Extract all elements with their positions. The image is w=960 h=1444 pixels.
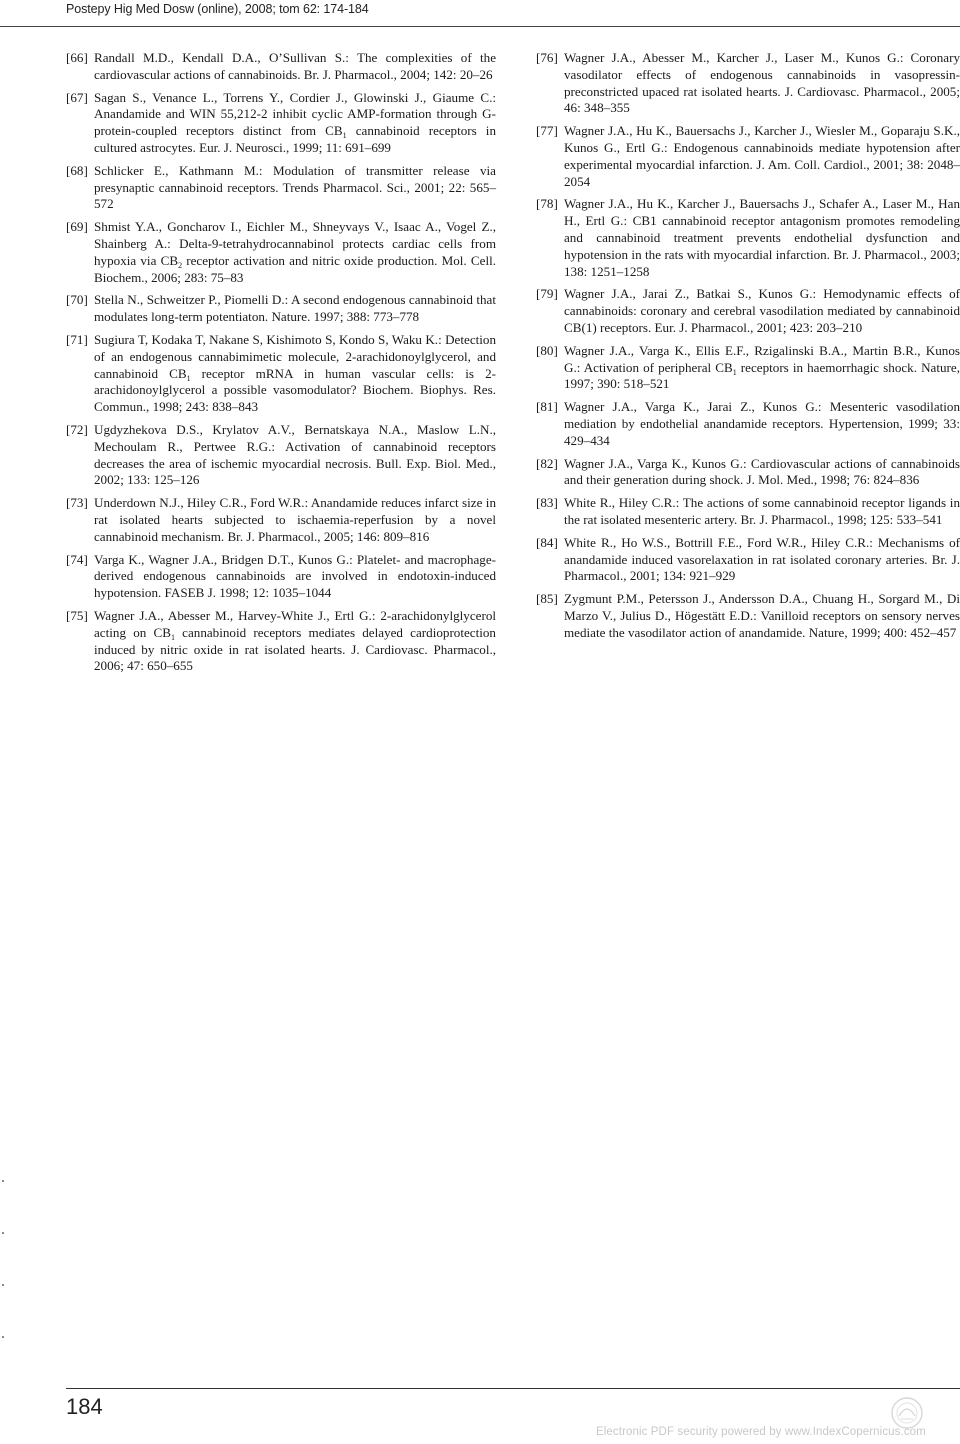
reference-number: [79] bbox=[536, 286, 558, 302]
reference-text bbox=[564, 591, 960, 641]
reference-number: [76] bbox=[536, 50, 558, 65]
reference-text-part: receptors in haemorrhagic shock. Nature, 1997; 390: 518–521 bbox=[564, 359, 960, 392]
reference-85 bbox=[536, 591, 960, 641]
reference-column-right bbox=[536, 50, 960, 648]
reference-73 bbox=[66, 495, 496, 545]
reference-text-part: Stella N., Schweitzer P., Piomelli D.: A second endogenous cannabinoid that modulates long-term potentiaton. Nature. 1997; 388: 773–778 bbox=[94, 292, 496, 325]
reference-text-part: Underdown N.J., Hiley C.R., Ford W.R.: Anandamide reduces infarct size in rat isolated hearts subjected to ischaemia-reperfusion by a novel cannabinoid mechanism. Br. J. Pharmacol., 2005; 146: 809–816 bbox=[94, 495, 496, 544]
reference-text-part: Wagner J.A., Varga K., Ellis E.F., Rzigalinski B.A., Martin B.R., Kunos G.: Activation of peripheral CB bbox=[564, 342, 960, 375]
reference-text-part: cannabinoid receptors in cultured astrocytes. Eur. J. Neurosci., 1999; 11: 691–699 bbox=[94, 123, 496, 155]
reference-number: [66] bbox=[66, 50, 88, 65]
reference-number: [72] bbox=[66, 421, 88, 437]
reference-number: [84] bbox=[536, 534, 558, 550]
reference-number: [80] bbox=[536, 342, 558, 358]
reference-82 bbox=[536, 456, 960, 490]
reference-text-part: Wagner J.A., Jarai Z., Batkai S., Kunos G.: Hemodynamic effects of cannabinoids: coronary and cerebral vasodilation mediated by cannabinoid CB(1) receptors. Eur. J. Pharmacol., 2001; 423: 203–210 bbox=[564, 286, 960, 335]
reference-text-part: Wagner J.A., Varga K., Jarai Z., Kunos G.: Mesenteric vasodilation mediation by endothelial anandamide receptors. Hypertension, 1999; 33: 429–434 bbox=[564, 399, 960, 448]
reference-text-part: Varga K., Wagner J.A., Bridgen D.T., Kunos G.: Platelet- and macrophage-derived endogenous cannabinoids are involved in endotoxin-induced hypotension. FASEB J. 1998; 12: 1035–1044 bbox=[94, 551, 496, 601]
reference-text bbox=[564, 50, 960, 117]
reference-text bbox=[94, 90, 496, 157]
reference-number: [78] bbox=[536, 196, 558, 212]
reference-number: [73] bbox=[66, 495, 88, 511]
reference-72 bbox=[66, 422, 496, 489]
reference-74 bbox=[66, 552, 496, 602]
margin-mark bbox=[2, 1180, 4, 1182]
reference-text bbox=[94, 292, 496, 326]
reference-column-left bbox=[66, 50, 496, 681]
margin-mark bbox=[2, 1336, 4, 1338]
reference-text-part: White R., Ho W.S., Bottrill F.E., Ford W.R., Hiley C.R.: Mechanisms of anandamide induced vasorelaxation in rat isolated coronary arteries. Br. J. Pharmacol., 2001; 134: 921–929 bbox=[564, 534, 960, 584]
reference-text bbox=[564, 123, 960, 190]
footer-rule bbox=[66, 1388, 960, 1389]
margin-mark bbox=[2, 1232, 4, 1234]
reference-text bbox=[94, 50, 496, 84]
reference-70 bbox=[66, 292, 496, 326]
reference-text-part: Sagan S., Venance L., Torrens Y., Cordier J., Glowinski J., Giaume C.: Anandamide and WIN 55,212-2 inhibit cyclic AMP-formation through G-protein-coupled receptors distinct from CB bbox=[94, 89, 496, 139]
margin-mark bbox=[2, 1284, 4, 1286]
reference-text bbox=[94, 608, 496, 675]
reference-text-part: Wagner J.A., Varga K., Kunos G.: Cardiovascular actions of cannabinoids and their generation during shock. J. Mol. Med., 1998; 76: 824–836 bbox=[564, 455, 960, 488]
reference-text bbox=[94, 332, 496, 416]
reference-text-part: receptor mRNA in human vascular cells: is 2-arachidonoylglycerol a possible vasomodulator? Biochem. Biophys. Res. Commun., 1998; 243: 838–843 bbox=[94, 365, 497, 415]
subscript: 1 bbox=[170, 632, 175, 642]
reference-text-part: Wagner J.A., Abesser M., Karcher J., Laser M., Kunos G.: Coronary vasodilator effects of endogenous cannabinoids in vasopressin-preconstricted upaced rat isolated hearts. J. Cardiovasc. Pharmacol., 2005; 46: 348–355 bbox=[564, 50, 960, 116]
reference-text-part: Schlicker E., Kathmann M.: Modulation of transmitter release via presynaptic cannabinoid receptors. Trends Pharmacol. Sci., 2001; 22: 565–572 bbox=[94, 162, 496, 212]
header-rule bbox=[0, 26, 960, 27]
reference-78 bbox=[536, 196, 960, 280]
reference-text-part: receptor activation and nitric oxide production. Mol. Cell. Biochem., 2006; 283: 75–83 bbox=[94, 252, 497, 285]
indexcopernicus-seal-icon bbox=[890, 1396, 924, 1430]
reference-text-part: cannabinoid receptors mediates delayed cardioprotection induced by nitric oxide in rat isolated hearts. J. Cardiovasc. Pharmacol., 2006; 47: 650–655 bbox=[94, 624, 496, 674]
reference-81 bbox=[536, 399, 960, 449]
reference-text-part: Shmist Y.A., Goncharov I., Eichler M., Shneyvays V., Isaac A., Vogel Z., Shainberg A.: Delta-9-tetrahydrocannabinol protects cardiac cells from hypoxia via CB bbox=[94, 219, 496, 268]
reference-79 bbox=[536, 286, 960, 336]
reference-number: [67] bbox=[66, 89, 88, 105]
reference-number: [81] bbox=[536, 399, 558, 415]
reference-text bbox=[94, 163, 496, 213]
reference-text bbox=[564, 456, 960, 490]
reference-text bbox=[94, 219, 496, 286]
running-header: Postepy Hig Med Dosw (online), 2008; tom 62: 174-184 bbox=[66, 2, 369, 16]
reference-text bbox=[564, 399, 960, 449]
reference-text bbox=[94, 495, 496, 545]
reference-number: [83] bbox=[536, 495, 558, 511]
page-number: 184 bbox=[66, 1394, 103, 1419]
reference-83 bbox=[536, 495, 960, 529]
reference-number: [69] bbox=[66, 219, 88, 235]
reference-number: [71] bbox=[66, 331, 88, 347]
reference-text-part: Sugiura T, Kodaka T, Nakane S, Kishimoto S, Kondo S, Waku K.: Detection of an endogenous cannabimimetic molecule, 2-arachidonoylglycerol, and cannabinoid CB bbox=[94, 331, 496, 381]
reference-number: [70] bbox=[66, 292, 88, 308]
reference-number: [75] bbox=[66, 607, 88, 623]
reference-text-part: Wagner J.A., Hu K., Bauersachs J., Karcher J., Wiesler M., Goparaju S.K., Kunos G., Ertl G.: Endogenous cannabinoids mediate hypotension after experimental myocardial infarction. J. Am. Coll. Cardiol., 2001; 38: 2048–2054 bbox=[564, 123, 960, 189]
reference-67 bbox=[66, 90, 496, 157]
reference-text-part: Randall M.D., Kendall D.A., O’Sullivan S.: The complexities of the cardiovascular actions of cannabinoids. Br. J. Pharmacol., 2004; 142: 20–26 bbox=[94, 50, 496, 82]
reference-text bbox=[94, 422, 496, 489]
reference-77 bbox=[536, 123, 960, 190]
reference-text-part: White R., Hiley C.R.: The actions of some cannabinoid receptor ligands in the rat isolated mesenteric artery. Br. J. Pharmacol., 1998; 125: 533–541 bbox=[564, 495, 960, 527]
reference-text bbox=[564, 343, 960, 393]
subscript: 2 bbox=[178, 260, 183, 270]
reference-number: [68] bbox=[66, 162, 88, 178]
reference-69 bbox=[66, 219, 496, 286]
reference-84 bbox=[536, 535, 960, 585]
reference-71 bbox=[66, 332, 496, 416]
reference-80 bbox=[536, 343, 960, 393]
reference-76 bbox=[536, 50, 960, 117]
subscript: 1 bbox=[186, 373, 191, 383]
reference-text-part: Ugdyzhekova D.S., Krylatov A.V., Bernatskaya N.A., Maslow L.N., Mechoulam R., Pertwee R.G.: Activation of cannabinoid receptors decreases the area of ischemic myocardial necrosis. Bull. Exp. Biol. Med., 2002; 133: 125–126 bbox=[94, 421, 496, 488]
reference-number: [77] bbox=[536, 123, 558, 139]
reference-number: [85] bbox=[536, 591, 558, 607]
reference-text bbox=[564, 286, 960, 336]
reference-text-part: Zygmunt P.M., Petersson J., Andersson D.A., Chuang H., Sorgard M., Di Marzo V., Julius D., Högestätt E.D.: Vanilloid receptors on sensory nerves mediate the vasodilator action of anandamide. Nature, 1999; 400: 452–457 bbox=[564, 591, 960, 640]
reference-text bbox=[94, 552, 496, 602]
reference-number: [74] bbox=[66, 551, 88, 567]
reference-75 bbox=[66, 608, 496, 675]
reference-text bbox=[564, 535, 960, 585]
pdf-security-note: Electronic PDF security powered by www.IndexCopernicus.com bbox=[596, 1426, 926, 1438]
reference-text bbox=[564, 495, 960, 529]
reference-68 bbox=[66, 163, 496, 213]
reference-number: [82] bbox=[536, 455, 558, 471]
reference-text bbox=[564, 196, 960, 280]
reference-text-part: Wagner J.A., Hu K., Karcher J., Bauersachs J., Schafer A., Laser M., Han H., Ertl G.: CB1 cannabinoid receptor antagonism promotes remodeling and cannabinoid treatment prevents endothelial dysfunction and hypotension in the rats with myocardial infarction. Br. J. Pharmacol., 2003; 138: 1251–1258 bbox=[564, 196, 960, 279]
reference-66 bbox=[66, 50, 496, 84]
subscript: 1 bbox=[732, 367, 737, 377]
reference-text-part: Wagner J.A., Abesser M., Harvey-White J., Ertl G.: 2-arachidonylglycerol acting on CB bbox=[94, 607, 496, 640]
subscript: 1 bbox=[342, 131, 347, 141]
